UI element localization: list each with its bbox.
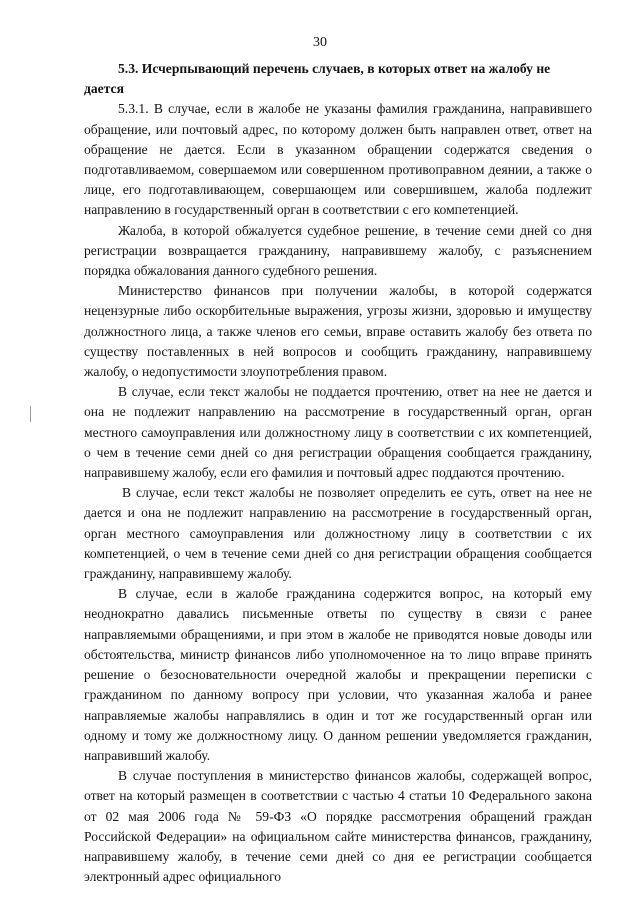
section-heading: 5.3. Исчерпывающий перечень случаев, в которых ответ на жалобу не дается — [84, 61, 551, 97]
scan-artifact-mark — [30, 406, 31, 422]
paragraph-offensive-language: Министерство финансов при получении жалобы, в которой содержатся нецензурные либо оскорбительные выражения, угрозы жизни, здоровью и имуществу должностного лица, а также членов его семьи, вправе оставить жалобу без ответа по существу поставленных в ней вопросов и сообщить гражданину, направившему жалобу, о недопустимости злоупотребления правом. — [84, 283, 592, 380]
paragraph-5-3-1: 5.3.1. В случае, если в жалобе не указаны фамилия гражданина, направившего обращение, или почтовый адрес, по которому должен быть направлен ответ, ответ на обращение не дается. Если в указанном обращении содержатся сведения о подготавливаемом, совершаемом или совершенном противоправном деянии, а также о лице, его подготавливающем, совершающем или совершившем, жалоба подлежит направлению в государственный орган в соответствии с его компетенцией. — [84, 101, 592, 218]
document-body — [84, 59, 592, 887]
paragraph-unreadable-text: В случае, если текст жалобы не поддается прочтению, ответ на нее не дается и она не подлежит направлению на рассмотрение в государственный орган, орган местного самоуправления или должностному лицу в соответствии с их компетенцией, о чем в течение семи дней со дня регистрации обращения сообщается гражданину, направившему жалобу, если его фамилия и почтовый адрес поддаются прочтению. — [84, 384, 592, 481]
paragraph-repeated-question: В случае, если в жалобе гражданина содержится вопрос, на который ему неоднократно давались письменные ответы по существу в связи с ранее направляемыми обращениями, и при этом в жалобе не приводятся новые доводы или обстоятельства, министр финансов либо уполномоченное на то лицо вправе принять решение о безосновательности очередной жалобы и прекращении переписки с гражданином по данному вопросу при условии, что указанная жалоба и ранее направляемые жалобы направлялись в один и тот же государственный орган или одному и тому же должностному лицу. О данном решении уведомляется гражданин, направивший жалобу. — [84, 586, 592, 763]
paragraph-published-answer: В случае поступления в министерство финансов жалобы, содержащей вопрос, ответ на который размещен в соответствии с частью 4 статьи 10 Федерального закона от 02 мая 2006 года № 59-ФЗ «О порядке рассмотрения обращений граждан Российской Федерации» на официальном сайте министерства финансов, гражданину, направившему жалобу, в течение семи дней со дня ее регистрации сообщается электронный адрес официального — [84, 768, 592, 885]
paragraph-court-decision: Жалоба, в которой обжалуется судебное решение, в течение семи дней со дня регистрации возвращается гражданину, направившему жалобу, с разъяснением порядка обжалования данного судебного решения. — [84, 222, 592, 279]
page-number: 30 — [313, 35, 327, 50]
paragraph-unclear-essence: В случае, если текст жалобы не позволяет определить ее суть, ответ на нее не дается и она не подлежит направлению на рассмотрение в государственный орган, орган местного самоуправления или должностному лицу в соответствии с их компетенцией, о чем в течение семи дней со дня регистрации обращения сообщается гражданину, направившему жалобу. — [84, 485, 592, 582]
